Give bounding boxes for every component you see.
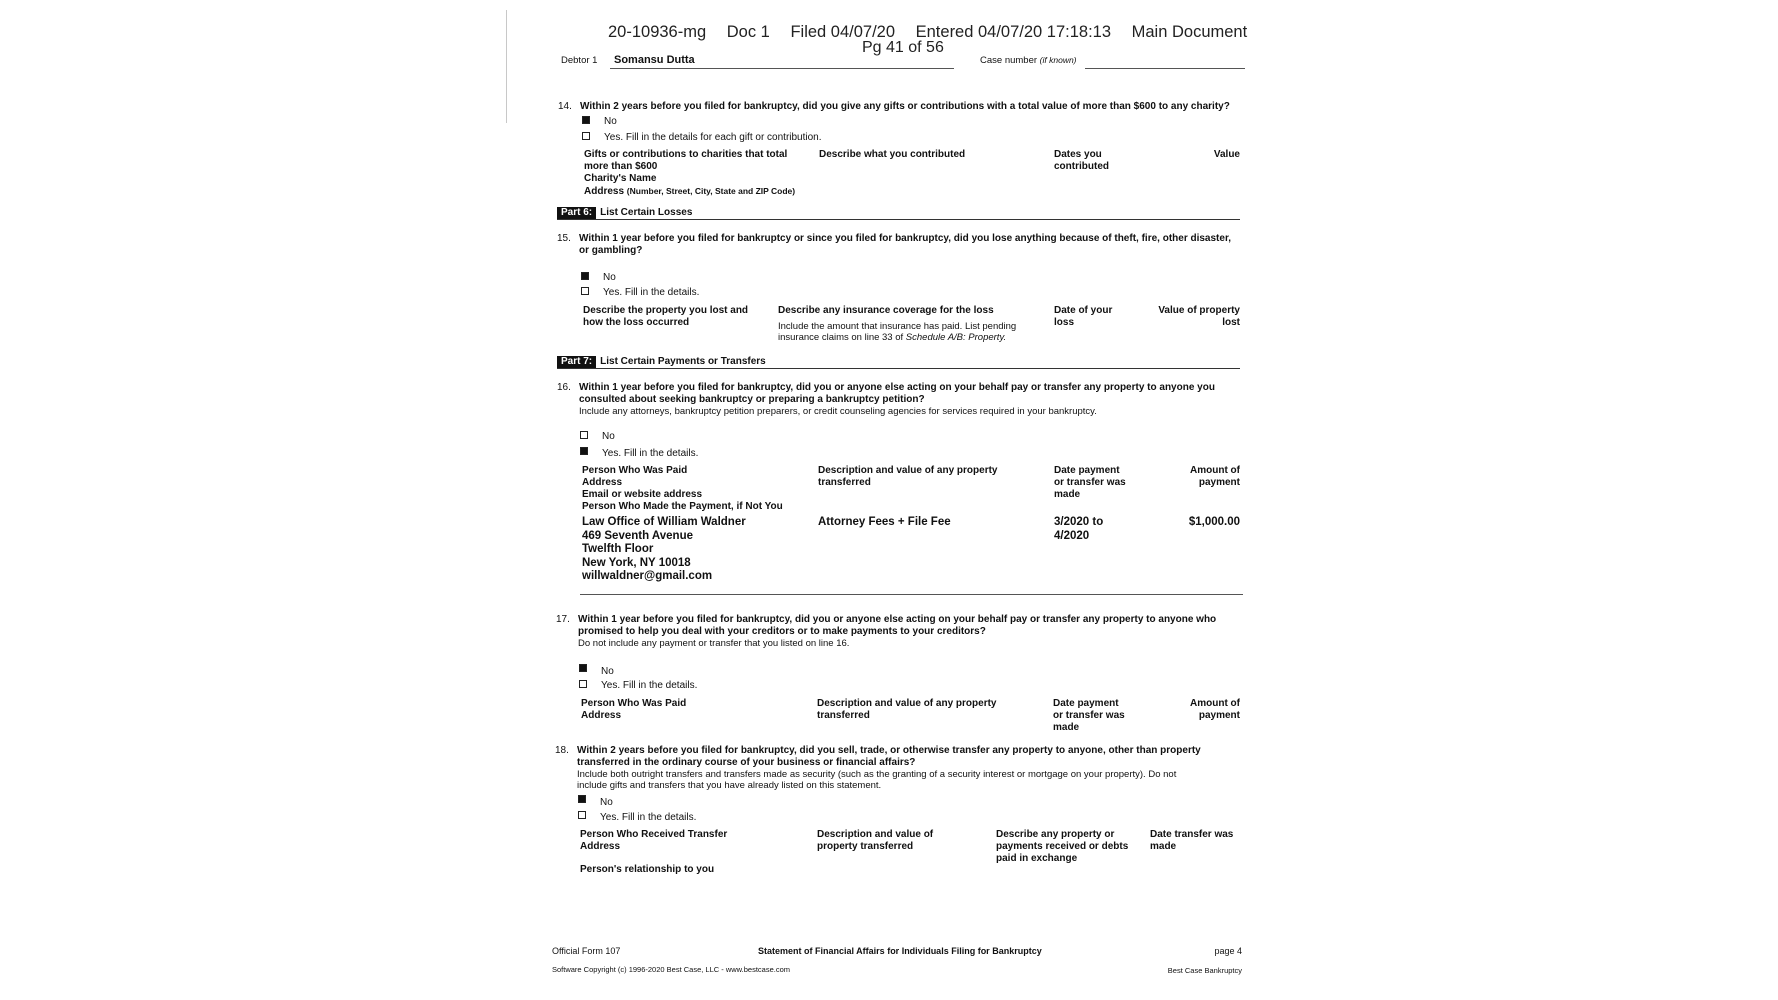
q18-col-description: Description and value of property transferred: [817, 829, 934, 852]
footer-form-title: Statement of Financial Affairs for Individuals Filing for Bankruptcy: [758, 946, 1042, 956]
filed-date: Filed 04/07/20: [790, 23, 896, 41]
footer-form-number: Official Form 107: [552, 946, 621, 956]
q17-yes-checkbox[interactable]: [579, 680, 587, 688]
q18-yes-label: Yes. Fill in the details.: [600, 812, 697, 823]
q15-col-date: Date of your loss: [1054, 305, 1113, 328]
payee-email: willwaldner@gmail.com: [582, 570, 713, 582]
main-document-label: Main Document: [1131, 23, 1248, 41]
q14-question: Within 2 years before you filed for bankruptcy, did you give any gifts or contributions with a total value of more than $600 to any charity?: [580, 101, 1230, 112]
q17-number: 17.: [556, 614, 570, 625]
page-edge-line: [506, 10, 507, 123]
q15-question: Within 1 year before you filed for bankruptcy or since you filed for bankruptcy, did you lose anything because of theft, fire, other disaster, or gambling?: [579, 233, 1232, 256]
footer-page-number: page 4: [1214, 946, 1242, 956]
q16-col-person: Person Who Was Paid Address Email or website address Person Who Made the Payment, if Not You: [582, 465, 783, 512]
part6-rule: [557, 219, 1240, 220]
q16-entry-description: Attorney Fees + File Fee: [818, 516, 951, 528]
q18-question: Within 2 years before you filed for bankruptcy, did you sell, trade, or otherwise transfer any property to anyone, other than property transferred in the ordinary course of your business or financial affairs?: [577, 745, 1201, 768]
q16-yes-label: Yes. Fill in the details.: [602, 448, 699, 459]
part6-label: Part 6:: [557, 207, 596, 219]
q17-no-checkbox[interactable]: [579, 664, 587, 672]
q14-yes-label: Yes. Fill in the details for each gift or contribution.: [604, 132, 822, 143]
payee-address-2: Twelfth Floor: [582, 543, 654, 555]
debtor-name-underline: [610, 68, 954, 69]
q17-note: Do not include any payment or transfer that you listed on line 16.: [578, 638, 850, 649]
q18-col-relationship: Person's relationship to you: [580, 864, 715, 875]
q16-col-amount: Amount of payment: [1190, 465, 1240, 488]
q15-col-property: Describe the property you lost and how the loss occurred: [583, 305, 749, 328]
q14-yes-checkbox[interactable]: [582, 132, 590, 140]
q18-col-exchange: Describe any property or payments received or debts paid in exchange: [996, 829, 1129, 864]
q18-yes-checkbox[interactable]: [578, 811, 586, 819]
q17-col-person: Person Who Was Paid Address: [581, 698, 687, 721]
q15-yes-label: Yes. Fill in the details.: [603, 287, 700, 298]
payee-address-1: 469 Seventh Avenue: [582, 529, 694, 542]
q15-col-value: Value of property lost: [1158, 305, 1240, 328]
q16-no-checkbox[interactable]: [580, 431, 588, 439]
q14-number: 14.: [558, 101, 572, 112]
q16-col-description: Description and value of any property transferred: [818, 465, 998, 488]
q16-col-date: Date payment or transfer was made: [1054, 465, 1126, 500]
q17-no-label: No: [601, 666, 614, 677]
q17-question: Within 1 year before you filed for bankruptcy, did you or anyone else acting on your behalf pay or transfer any property to anyone who promised to help you deal with your creditors or to make payments to your creditors?: [578, 614, 1217, 637]
part7-title: List Certain Payments or Transfers: [600, 356, 766, 367]
q16-payee: [582, 516, 746, 584]
q14-col-describe: Describe what you contributed: [819, 149, 966, 160]
part6-title: List Certain Losses: [600, 207, 693, 218]
q16-number: 16.: [557, 382, 571, 393]
q18-number: 18.: [555, 745, 569, 756]
footer-brand: Best Case Bankruptcy: [1167, 966, 1242, 975]
q14-col-value: Value: [1213, 149, 1240, 160]
case-number-underline: [1085, 68, 1245, 69]
q15-no-checkbox[interactable]: [581, 272, 589, 280]
debtor-label: Debtor 1: [561, 55, 598, 66]
payee-address-3: New York, NY 10018: [582, 556, 691, 569]
q18-col-person: Person Who Received Transfer Address: [580, 829, 728, 852]
q16-entry-date: 3/2020 to 4/2020: [1054, 516, 1104, 542]
q18-col-date: Date transfer was made: [1150, 829, 1234, 852]
q14-col-charity: Gifts or contributions to charities that total more than $600 Charity's Name Address (Number, Street, City, State and ZIP Code): [584, 149, 796, 197]
q15-number: 15.: [557, 233, 571, 244]
q16-question: Within 1 year before you filed for bankruptcy, did you or anyone else acting on your behalf pay or transfer any property to anyone you consulted about seeking bankruptcy or preparing a bankruptcy petition?: [579, 382, 1215, 405]
q17-col-amount: Amount of payment: [1190, 698, 1240, 721]
page-count: Pg 41 of 56: [862, 39, 944, 56]
q16-yes-checkbox[interactable]: [580, 447, 588, 455]
case-number-stamp: 20-10936-mg: [608, 23, 707, 41]
q17-yes-label: Yes. Fill in the details.: [601, 680, 698, 691]
entered-date: Entered 04/07/20 17:18:13: [915, 23, 1112, 41]
payee-name: Law Office of William Waldner: [582, 516, 746, 528]
q15-no-label: No: [603, 272, 616, 283]
q17-col-date: Date payment or transfer was made: [1053, 698, 1125, 733]
q14-col-dates: Dates you contributed: [1054, 149, 1109, 172]
doc-number: Doc 1: [726, 23, 770, 41]
q18-note: Include both outright transfers and transfers made as security (such as the granting of a security interest or mortgage on your property). Do not include gifts and transfers that you have already listed on this statement.: [577, 769, 1177, 791]
q17-col-description: Description and value of any property transferred: [817, 698, 997, 721]
q15-yes-checkbox[interactable]: [581, 287, 589, 295]
q18-no-checkbox[interactable]: [578, 795, 586, 803]
q14-no-checkbox[interactable]: [582, 116, 590, 124]
footer-copyright: Software Copyright (c) 1996-2020 Best Case, LLC - www.bestcase.com: [552, 965, 791, 974]
part7-label: Part 7:: [557, 356, 596, 368]
case-number-label: Case number (if known): [980, 55, 1077, 66]
q16-note: Include any attorneys, bankruptcy petition preparers, or credit counseling agencies for services required in your bankruptcy.: [579, 406, 1097, 417]
q16-entry-rule: [580, 594, 1243, 595]
q15-col-insurance: Describe any insurance coverage for the loss Include the amount that insurance has paid. List pending insurance claims on line 33 of Schedule A/B: Property.: [778, 305, 1017, 343]
q16-no-label: No: [602, 431, 615, 442]
q14-no-label: No: [604, 116, 617, 127]
q18-no-label: No: [600, 797, 613, 808]
part7-rule: [557, 368, 1240, 369]
q16-entry-amount: $1,000.00: [1188, 516, 1240, 528]
debtor-name: Somansu Dutta: [614, 54, 695, 66]
